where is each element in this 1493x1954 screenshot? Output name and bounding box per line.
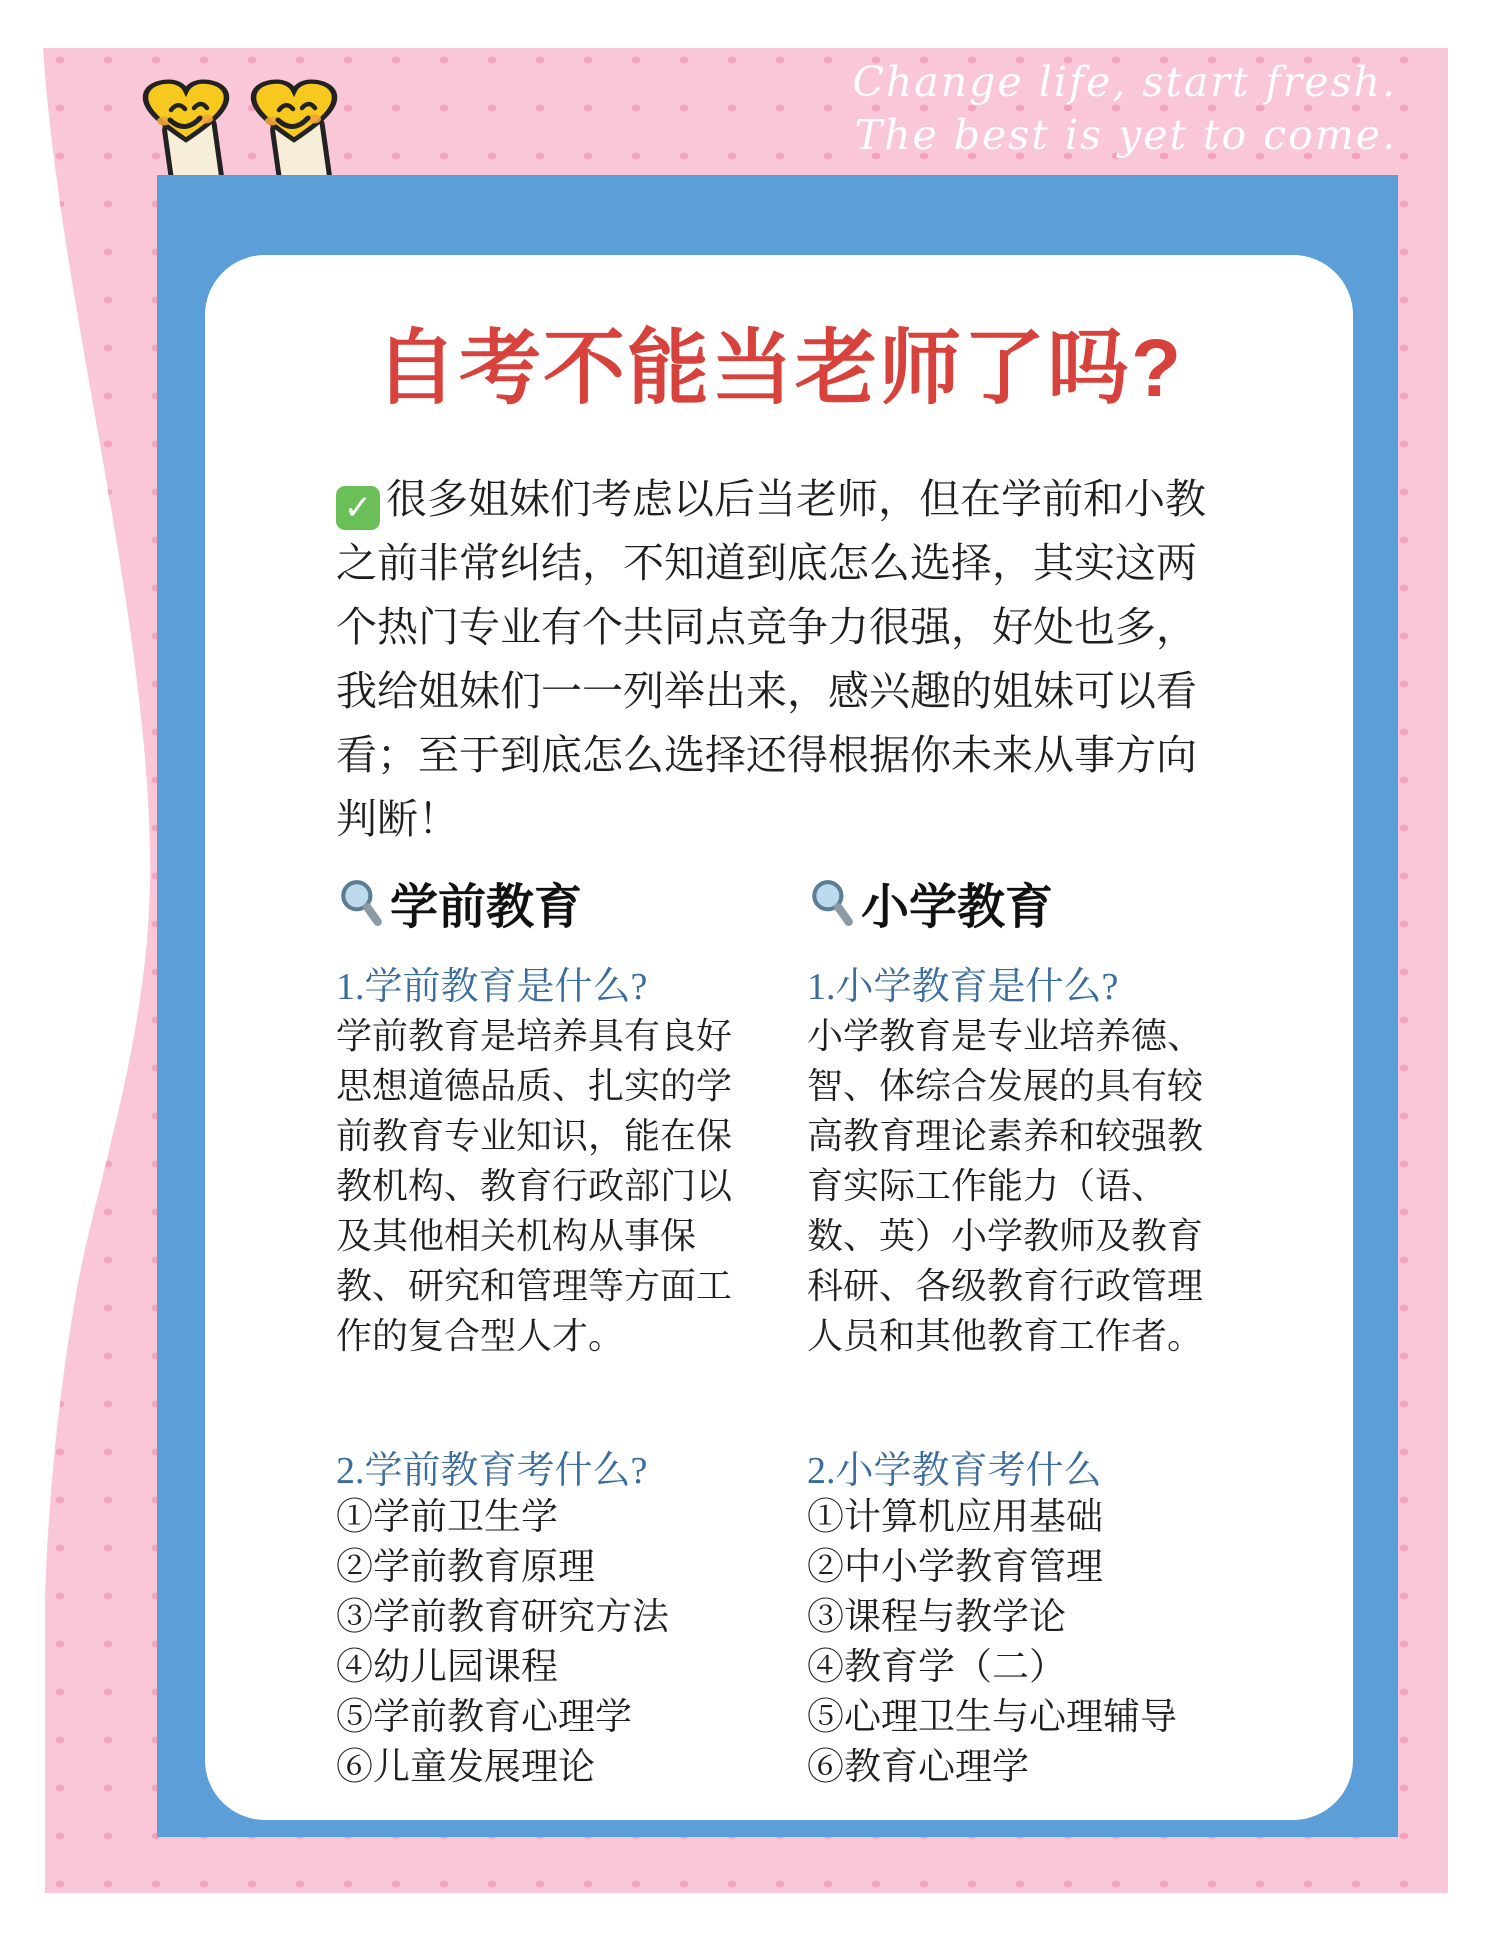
- heart-smiley-left: [146, 82, 227, 178]
- intro-line: 我给姐妹们一一列举出来，感兴趣的姐妹可以看: [336, 668, 1197, 714]
- body-line: 及其他相关机构从事保: [336, 1216, 697, 1256]
- list-item: ②中小学教育管理: [807, 1547, 1103, 1588]
- list-item: ③课程与教学论: [807, 1597, 1066, 1638]
- list-item: ①学前卫生学: [336, 1497, 558, 1538]
- intro-paragraph: [336, 467, 1256, 851]
- list-item: ②学前教育原理: [336, 1547, 595, 1588]
- intro-line: 个热门专业有个共同点竞争力很强，好处也多，: [336, 604, 1197, 650]
- column-header-label: 小学教育: [861, 880, 1054, 934]
- body-line: 教、研究和管理等方面工: [336, 1266, 733, 1306]
- page-title: 自考不能当老师了吗?: [374, 323, 1184, 414]
- list-item: ①计算机应用基础: [807, 1497, 1103, 1538]
- column-primary: [807, 873, 1267, 1793]
- content-card: [205, 255, 1353, 1820]
- body-line: 学前教育是培养具有良好: [336, 1016, 733, 1056]
- list-item: ④教育学（二）: [807, 1647, 1066, 1688]
- heart-smiley-icons: [138, 78, 348, 178]
- q2-heading: 2.小学教育考什么: [807, 1450, 1102, 1492]
- intro-line: 之前非常纠结，不知道到底怎么选择，其实这两: [336, 540, 1197, 586]
- q1-body: [807, 1011, 1267, 1361]
- body-line: 智、体综合发展的具有较: [807, 1066, 1204, 1106]
- list-item: ⑥教育心理学: [807, 1747, 1029, 1788]
- q1-body: [336, 1011, 796, 1361]
- body-line: 作的复合型人才。: [336, 1316, 625, 1356]
- list-item: ③学前教育研究方法: [336, 1597, 669, 1638]
- magnifier-icon: [807, 877, 857, 927]
- body-line: 高教育理论素养和较强教: [807, 1116, 1204, 1156]
- body-line: 前教育专业知识，能在保: [336, 1116, 733, 1156]
- list-item: ⑤心理卫生与心理辅导: [807, 1697, 1177, 1738]
- body-line: 科研、各级教育行政管理: [807, 1266, 1204, 1306]
- heart-smiley-right: [254, 82, 335, 178]
- column-header: [807, 873, 1267, 934]
- intro-line: [336, 467, 1256, 531]
- body-line: 人员和其他教育工作者。: [807, 1316, 1204, 1356]
- body-line: 数、英）小学教师及教育: [807, 1216, 1204, 1256]
- magnifier-icon: [336, 877, 386, 927]
- tagline: [853, 56, 1397, 162]
- intro-line: 看；至于到底怎么选择还得根据你未来从事方向: [336, 732, 1197, 778]
- q2-heading: 2.学前教育考什么?: [336, 1450, 648, 1492]
- q2-list: [336, 1493, 796, 1793]
- intro-line: 判断！: [336, 796, 459, 842]
- body-line: 育实际工作能力（语、: [807, 1166, 1168, 1206]
- check-icon: ✓: [336, 486, 380, 530]
- column-header: [336, 873, 796, 934]
- list-item: ⑥儿童发展理论: [336, 1747, 595, 1788]
- body-line: 思想道德品质、扎实的学: [336, 1066, 733, 1106]
- list-item: ④幼儿园课程: [336, 1647, 558, 1688]
- tagline-line-1: Change life, start fresh.: [852, 58, 1397, 106]
- tagline-line-2: The best is yet to come.: [854, 111, 1397, 159]
- q2-list: [807, 1493, 1267, 1793]
- body-line: 教机构、教育行政部门以: [336, 1166, 733, 1206]
- q1-heading: 1.小学教育是什么?: [807, 966, 1119, 1008]
- intro-line-text: 很多姐妹们考虑以后当老师，但在学前和小教: [386, 476, 1206, 522]
- list-item: ⑤学前教育心理学: [336, 1697, 632, 1738]
- body-line: 小学教育是专业培养德、: [807, 1016, 1204, 1056]
- q1-heading: 1.学前教育是什么?: [336, 966, 648, 1008]
- column-preschool: [336, 873, 796, 1793]
- column-header-label: 学前教育: [390, 880, 583, 934]
